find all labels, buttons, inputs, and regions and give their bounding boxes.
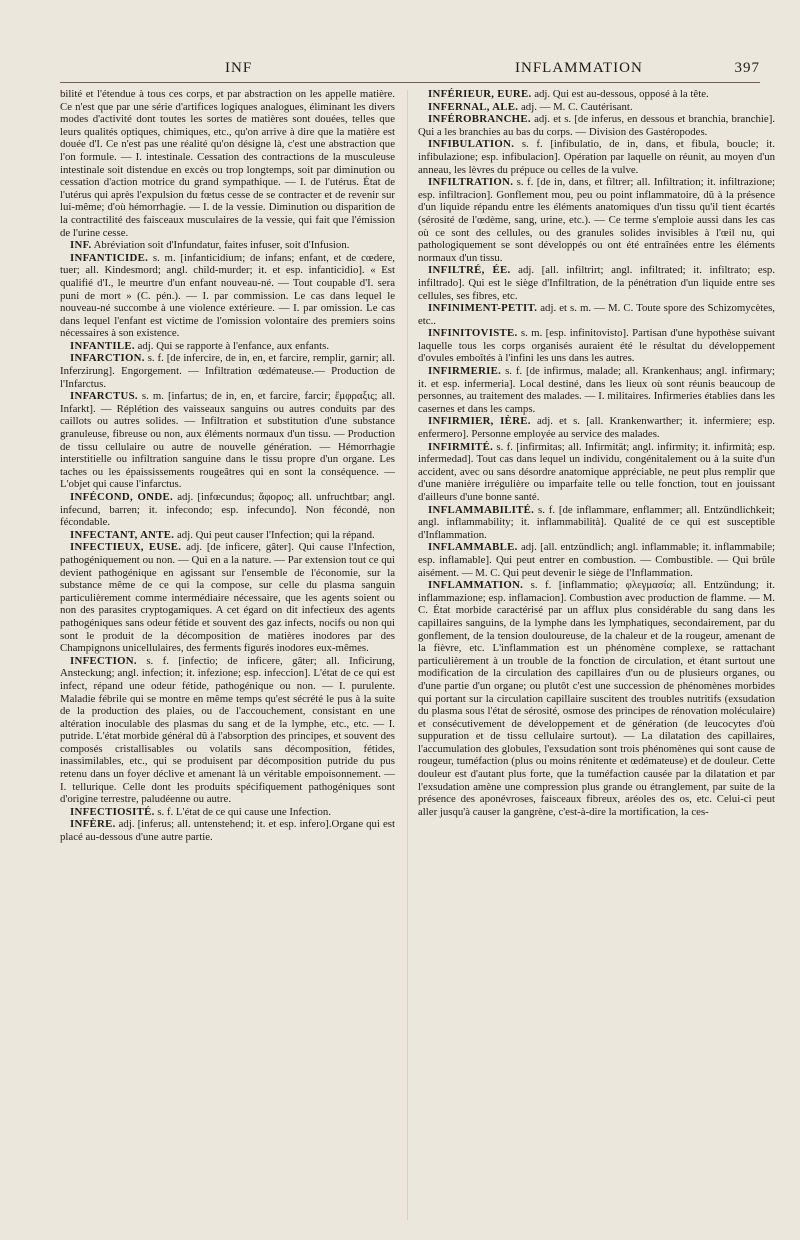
entry-definition: s. f. [de infirmus, malade; all. Krankenhaus; angl. infirmary; it. et esp. infermeria]. Local destiné, dans les lieux où sont réunis beaucoup de personnes, au traitement des malades. — I. militaires. Infirmeries établies dans les casernes et dans les camps. — [418, 365, 775, 415]
dictionary-entry — [60, 491, 395, 529]
entry-definition: adj. [all. infiltrirt; angl. infiltrated; it. infiltrato; esp. infiltrado]. Qui est le siège d'Infiltration, de la pénétration d'un liquide entre ses cellules, ses fibres, etc. — [418, 264, 775, 302]
entry-headword: INFANTILE. — [70, 339, 135, 352]
entry-definition: s. m. [infanticidium; de infans; enfant, et de cœdere, tuer; all. Kindesmord; angl. child-murder; it. et esp. infanticidio]. « Est qualifié d'I., le meurtre d'un enfant nouveau-né. — Tout coupable d'I. sera puni de mort » (C. pén.). — I. par commission. Le cas dans lequel le nouveau-né succombe à une violence extérieure. — I. par omission. Le cas dans lequel l'enfant est victime de l'omission volontaire des premiers soins nécessaires à son existence. — [60, 251, 395, 340]
page-number: 397 — [734, 60, 760, 76]
entry-headword: INFLAMMABLE. — [428, 541, 518, 554]
entry-definition: adj. [de inficere, gâter]. Qui cause l'Infection, pathogéniquement ou non. — Qui en a la nature. — Par extension tout ce qui devient pathogénique en agissant sur l'ensemble de l'économie, sur la substance même de ce qui la compose, sur celle du plasma sanguin particulièrement comme intermédiaire nécessaire, que les agents soient ou non des parasites cryptogamiques. A cet égard on dit infectieux des agents pathogéniques sans odeur fétide et souvent des gaz infects, nocifs ou non qui sont le produit de la décomposition de matières inodores par des Champignons unicellulaires, des ferments figurés inodores eux-mêmes. — [60, 541, 395, 655]
entry-definition: adj. — M. C. Cautérisant. — [521, 100, 633, 113]
running-header — [40, 60, 760, 84]
entry-headword: INFERNAL, ALE. — [428, 100, 519, 113]
entry-definition: s. m. [esp. infinitovisto]. Partisan d'une hypothèse suivant laquelle tous les corps organisés auraient été le résultat du développement d'ovules emboîtés à l'infini les uns dans les autres. — [418, 327, 775, 365]
dictionary-entry — [60, 806, 395, 819]
entry-headword: INFANTICIDE. — [70, 251, 149, 264]
dictionary-entry — [60, 88, 395, 239]
dictionary-entry — [418, 302, 775, 327]
header-left-word: INF — [225, 60, 253, 76]
entry-definition: bilité et l'étendue à tous ces corps, et par abstraction on les appelle matière. Ce n'est que par une série d'artifices logiques analogues, éliminant les divers modes d'activité dont toutes les sortes de matières sont douées, telles que leurs qualités optiques, chimiques, etc., qu'on arrive à dire que la matière est douée d'I. Ce n'est pas une réalité qu'on désigne là, c'est une abstraction que l'on formule. — I. intestinale. Cessation des contractions de la musculeuse intestinale soit distendue en excès ou trop longtemps, soit par diminution ou cessation d'action motrice du grand sympathique. — I. de l'utérus. État de l'utérus qui après l'expulsion du fœtus cesse de se contracter et de revenir sur lui-même; d'où hémorrhagie. — I. de la vessie. Diminution ou disparition de la contractilité des faisceaux musculaires de la vessie, qui fait que l'émission de l'urine cesse. — [60, 88, 395, 239]
entry-headword: INFILTRATION. — [428, 176, 514, 189]
dictionary-entry — [60, 239, 395, 252]
entry-headword: INFIBULATION. — [428, 138, 515, 151]
dictionary-entry — [60, 340, 395, 353]
column-divider — [407, 90, 408, 1220]
dictionary-entry — [60, 252, 395, 340]
entry-headword: INFINIMENT-PETIT. — [428, 302, 538, 315]
entry-definition: s. f. [inflammatio; φλεγμασία; all. Entzündung; it. inflammazione; esp. inflamacion]. Combustion avec production de flamme. — M. C. État morbide caractérisé par un afflux plus considérable du sang dans les capillaires sanguins, de la lymphe dans les lymphatiques, secondairement, par du gonflement, de la tension douloureuse, de la chaleur et de la rougeur, amenant de la fièvre, etc. L'inflammation est un phénomène complexe, se rattachant particulièrement à un trouble de la fonction de circulation, et étant surtout une modification de la circulation des capillaires d'un ou de plusieurs organes, ou d'une partie d'un organe; ou plutôt c'est une succession de phénomènes morbides qui portant sur la circulation capillaire suscitent des troubles nutritifs (exsudation du plasma sous l'état de sérosité, osmose des principes de rénovation moléculaire) et consécutivement de développement et de génération (de leucocytes d'où suppuration et de tissu cellulaire surtout). — La dilatation des capillaires, l'accumulation des globules, l'exsudation sont trois phénomènes qui sont cause de rougeur, tuméfaction (plus ou moins rénitente et œdémateuse) et de douleur. Cette douleur est d'autant plus forte, que la tuméfaction causée par la dilatation et par l'exsudation amène une compression plus grande ou étranglement, par suite de la présence des aponévroses, faisceaux fibreux, aréoles des os, etc. Celui-ci peut aller jusqu'à causer la gangrène, c'est-à-dire la mortification, la ces- — [418, 579, 775, 818]
entry-definition: s. f. [de infercire, de in, en, et farcire, remplir, garnir; all. Inferzirung]. Engorgement. — Infiltration œdémateuse.— Production de l'Infarctus. — [60, 352, 395, 390]
dictionary-entry — [418, 415, 775, 440]
entry-definition: adj. Qui peut causer l'Infection; qui la répand. — [177, 528, 375, 541]
entry-headword: INFILTRÉ, ÉE. — [428, 264, 511, 277]
entry-definition: adj. Qui est au-dessous, opposé à la tête. — [534, 88, 709, 100]
entry-headword: INFÉRIEUR, EURE. — [428, 88, 532, 100]
entry-headword: INFLAMMABILITÉ. — [428, 503, 535, 516]
dictionary-entry — [418, 264, 775, 302]
dictionary-entry — [60, 818, 395, 843]
entry-definition: adj. et s. [de inferus, en dessous et branchia, branchie]. Qui a les branchies au bas du corps. — Division des Gastéropodes. — [418, 113, 775, 138]
entry-definition: adj. [inferus; all. untenstehend; it. et esp. infero].Organe qui est placé au-dessous d'une autre partie. — [60, 818, 395, 844]
entry-definition: Abréviation soit d'Infundatur, faites infuser, soit d'Infusion. — [93, 239, 350, 252]
entry-headword: INFÉCOND, ONDE. — [70, 491, 173, 503]
entry-definition: s. f. [de inflammare, enflammer; all. Entzündlichkeit; angl. inflammability; it. inflammabilità]. Qualité de ce qui est susceptible d'Inflammation. — [418, 503, 775, 541]
dictionary-entry — [60, 390, 395, 491]
dictionary-entry — [60, 352, 395, 390]
dictionary-entry — [418, 579, 775, 818]
entry-headword: INFIRMITÉ. — [428, 440, 494, 453]
header-center-word: INFLAMMATION — [515, 60, 643, 76]
dictionary-entry — [60, 529, 395, 542]
left-column — [60, 88, 395, 1228]
dictionary-entry — [418, 88, 775, 101]
entry-headword: INFECTIOSITÉ. — [70, 805, 155, 818]
entry-headword: INFIRMIER, IÈRE. — [428, 415, 531, 428]
entry-definition: s. f. [infibulatio, de in, dans, et fibula, boucle; it. infibulazione; esp. infibulacion]. Opération par laquelle on réunit, au moyen d'un anneau, les lèvres du prépuce ou celles de la vulve. — [418, 138, 775, 176]
dictionary-entry — [418, 365, 775, 415]
entry-definition: s. f. [infectio; de inficere, gâter; all. Inficirung, Ansteckung; angl. infection; it. infezione; esp. infeccion]. L'état de ce qui est infect, répand une odeur fétide, pathogénique ou non. — I. purulente. Maladie fébrile qui se montre en même temps qu'est sécrété le pus à la suite de la production des plaies, ou de l'accouchement, consistant en une altération inoculable des plasmas du sang et de la lymphe, etc., etc. — I. putride. L'état morbide général dû à l'absorption des principes, et souvent des composés cristallisables ou volatils sans décomposition, fétides, inassimilables, etc., qui se produisent par décomposition putride du pus retenu dans un foyer déclive et amenant là un véritable empoisonnement. — I. tellurique. Celle dont les produits spécifiquement pathogéniques sont d'origine terrestre, paludéenne ou autre. — [60, 654, 395, 806]
entry-definition: adj. [infœcundus; ἄφορος; all. unfruchtbar; angl. infecund, barren; it. infecondo; esp. infecundo]. Non fécondé, non fécondable. — [60, 491, 395, 529]
entry-definition: s. f. L'état de ce qui cause une Infection. — [157, 805, 332, 818]
entry-headword: INFÈRE. — [70, 818, 116, 831]
entry-headword: INF. — [70, 239, 92, 252]
entry-headword: INFECTIEUX, EUSE. — [70, 541, 182, 554]
entry-headword: INFIRMERIE. — [428, 365, 502, 378]
entry-definition: s. f. [de in, dans, et filtrer; all. Infiltration; it. infiltrazione; esp. infiltracion]. Gonflement mou, peu ou point inflammatoire, dû à la présence d'un liquide répandu entre les éléments anatomiques d'un tissu qu'il tient écartés (sérosité de l'œdème, sang, urine, etc.). — Ce terme s'emploie aussi dans les cas où ce sont des cellules, ou des granules solides invisibles à l'œil nu, qui pathologiquement se sont développés ou ont été entraînées entre les éléments normaux d'un tissu. — [418, 176, 775, 264]
entry-headword: INFARCTION. — [70, 352, 145, 365]
right-column — [418, 88, 775, 1228]
dictionary-entry — [60, 655, 395, 806]
dictionary-entry — [418, 113, 775, 138]
dictionary-entry — [418, 176, 775, 264]
entry-headword: INFLAMMATION. — [428, 579, 524, 592]
dictionary-entry — [418, 101, 775, 114]
dictionary-entry — [418, 138, 775, 176]
dictionary-entry — [418, 327, 775, 365]
entry-definition: adj. [all. entzündlich; angl. inflammable; it. inflammabile; esp. inflamable]. Qui peut entrer en combustion. — Combustible. — Qui brûle aisément. — M. C. Qui peut devenir le siège de l'Inflammation. — [418, 541, 775, 579]
dictionary-entry — [418, 441, 775, 504]
entry-definition: s. f. [infirmitas; all. Infirmität; angl. infirmity; it. infirmità; esp. infermedad]. Tout cas dans lequel un individu, congénitalement ou à la suite d'un accident, avec ou sans désordre anatomique appréciable, ne peut plus remplir que d'une manière irrégulière ou imparfaite telle ou telle fonction, tout en jouissant d'ailleurs d'une bonne santé. — [418, 440, 775, 503]
entry-definition: s. m. [infartus; de in, en, et farcire, farcir; ἔμφραξις; all. Infarkt]. — Réplétion des vaisseaux sanguins ou autres conduits par des caillots ou autres solides. — Infiltration et substitution d'une substance granuleuse, fibreuse ou non, aux éléments normaux d'un tissu. — Production de tissu cellulaire ou autre de nouvelle génération. — Hémorrhagie interstitielle ou infiltration sanguine dans le tissu propre d'un organe. Les taches ou les épaississements rougeâtres qui en sont la conséquence. — L'objet qui cause l'infarctus. — [60, 390, 395, 491]
dictionary-entry — [60, 541, 395, 654]
header-rule — [60, 82, 760, 83]
entry-headword: INFECTANT, ANTE. — [70, 528, 175, 541]
entry-headword: INFECTION. — [70, 654, 137, 667]
entry-definition: adj. Qui se rapporte à l'enfance, aux enfants. — [137, 339, 330, 352]
entry-headword: INFARCTUS. — [70, 390, 138, 403]
dictionary-entry — [418, 504, 775, 542]
entry-definition: adj. et s. m. — M. C. Toute spore des Schizomycètes, etc.. — [418, 302, 775, 327]
dictionary-entry — [418, 541, 775, 579]
entry-definition: adj. et s. [all. Krankenwarther; it. infermiere; esp. enfermero]. Personne employée au service des malades. — [418, 415, 775, 441]
entry-headword: INFINITOVISTE. — [428, 327, 518, 340]
entry-headword: INFÉROBRANCHE. — [428, 113, 531, 126]
